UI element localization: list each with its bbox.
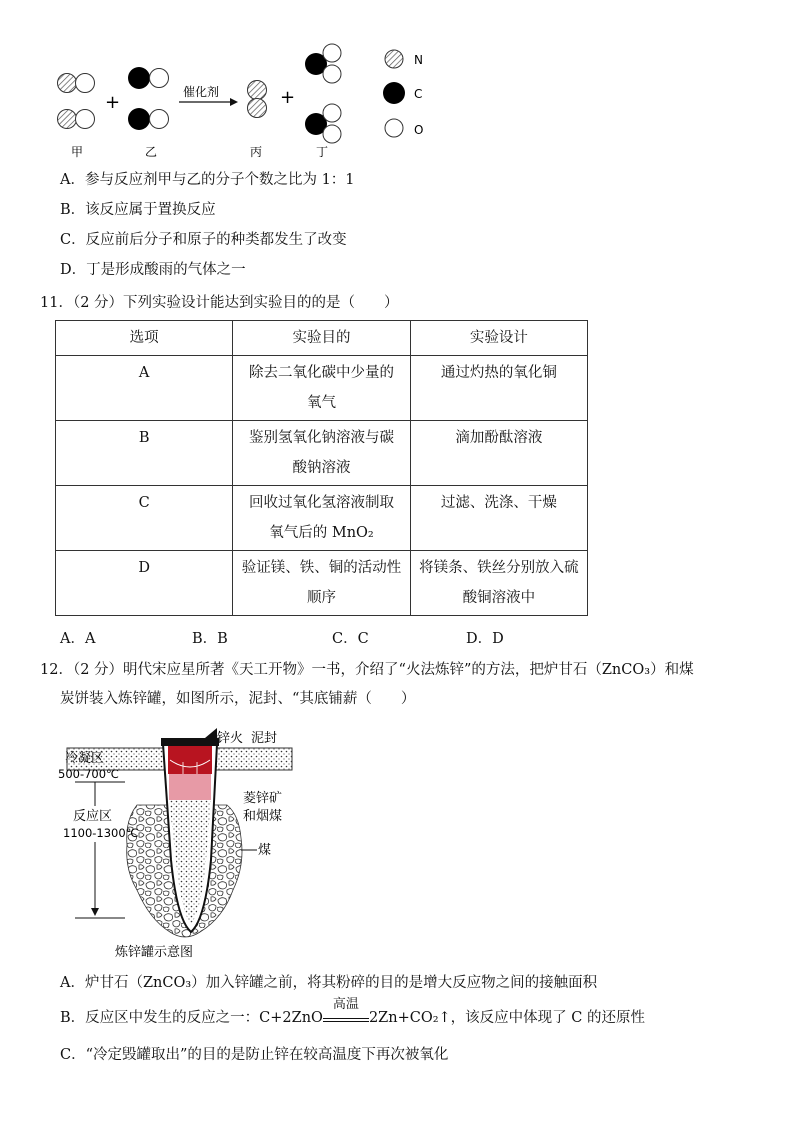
high-temp-condition: 高温: [323, 1009, 369, 1022]
q11-table: [55, 320, 588, 616]
row-c-option: C: [56, 486, 233, 551]
label-ore-1: 菱锌矿: [243, 791, 283, 806]
svg-text:N: N: [414, 53, 423, 67]
svg-text:C: C: [414, 87, 423, 101]
label-coal: 煤: [258, 843, 272, 858]
label-ore-2: 和烟煤: [243, 809, 283, 824]
row-a-goal: 除去二氧化碳中少量的 氧气: [233, 356, 410, 421]
table-row: [56, 356, 588, 421]
q12-option-a: A．炉甘石（ZnCO₃）加入锌罐之前，将其粉碎的目的是增大反应物之间的接触面积: [60, 975, 598, 991]
q11-choice-a: A．A: [60, 631, 96, 647]
reaction-diagram: [40, 30, 460, 165]
label-yi: 乙: [145, 145, 158, 159]
label-reaction: 反应区: [73, 809, 113, 824]
table-row: [56, 551, 588, 616]
q10-option-c: C．反应前后分子和原子的种类都发生了改变: [60, 232, 347, 248]
molecule-ding: [305, 44, 341, 143]
q11-stem: 11．（2 分）下列实验设计能达到实验目的的是（ ）: [40, 295, 399, 311]
catalyst-label: 催化剂: [183, 85, 220, 99]
legend: [383, 50, 423, 137]
label-fire: 锌火: [217, 731, 244, 746]
q10-option-a: A．参与反应剂甲与乙的分子个数之比为 1：1: [60, 172, 355, 188]
label-condense-temp: 500-700℃: [58, 767, 119, 781]
header-option: 选项: [56, 321, 233, 356]
row-d-option: D: [56, 551, 233, 616]
table-row: [56, 486, 588, 551]
figure-caption: 炼锌罐示意图: [115, 945, 194, 960]
row-c-goal: 回收过氧化氢溶液制取 氧气后的 MnO₂: [233, 486, 410, 551]
label-ding: 丁: [316, 145, 329, 159]
q12-option-b: B．反应区中发生的反应之一：C+2ZnO 高温 2Zn+CO₂↑，该反应中体现了 C 的还原性: [60, 997, 645, 1026]
row-d-design: 将镁条、铁丝分别放入硫 酸铜溶液中: [410, 551, 587, 616]
header-design: 实验设计: [410, 321, 587, 356]
row-b-goal: 鉴别氢氧化钠溶液与碳 酸钠溶液: [233, 421, 410, 486]
row-d-goal: 验证镁、铁、铜的活动性 顺序: [233, 551, 410, 616]
label-seal: 泥封: [251, 731, 278, 746]
table-header-row: [56, 321, 588, 356]
q11-choice-c: C．C: [332, 631, 369, 647]
header-goal: 实验目的: [233, 321, 410, 356]
zinc-furnace-figure: [55, 720, 355, 965]
q12-stem-line2: 炭饼装入炼锌罐，如图所示，泥封、“其底铺薪（ ）: [60, 691, 416, 707]
row-a-option: A: [56, 356, 233, 421]
plus-sign-1: +: [105, 92, 121, 113]
label-reaction-temp: 1100-1300℃: [63, 826, 139, 840]
row-b-option: B: [56, 421, 233, 486]
q12-option-c: C．“冷定毁罐取出”的目的是防止锌在较高温度下再次被氧化: [60, 1047, 449, 1063]
molecule-bing: [248, 81, 267, 118]
q10-option-b: B．该反应属于置换反应: [60, 202, 216, 218]
label-bing: 丙: [250, 145, 263, 159]
row-c-design: 过滤、洗涤、干燥: [410, 486, 587, 551]
q11-choice-b: B．B: [192, 631, 228, 647]
plus-sign-2: +: [280, 87, 296, 108]
q11-choice-d: D．D: [466, 631, 504, 647]
row-b-design: 滴加酚酞溶液: [410, 421, 587, 486]
table-row: [56, 421, 588, 486]
molecule-yi: [128, 67, 169, 130]
label-condense: 冷凝区: [65, 751, 105, 766]
svg-text:O: O: [414, 123, 424, 137]
label-jia: 甲: [71, 145, 84, 159]
q10-option-d: D．丁是形成酸雨的气体之一: [60, 262, 246, 278]
molecule-jia: [58, 74, 95, 129]
row-a-design: 通过灼热的氧化铜: [410, 356, 587, 421]
q12-stem-line1: 12．（2 分）明代宋应星所著《天工开物》一书，介绍了“火法炼锌”的方法，把炉甘石（ZnCO₃）和煤: [40, 662, 694, 678]
